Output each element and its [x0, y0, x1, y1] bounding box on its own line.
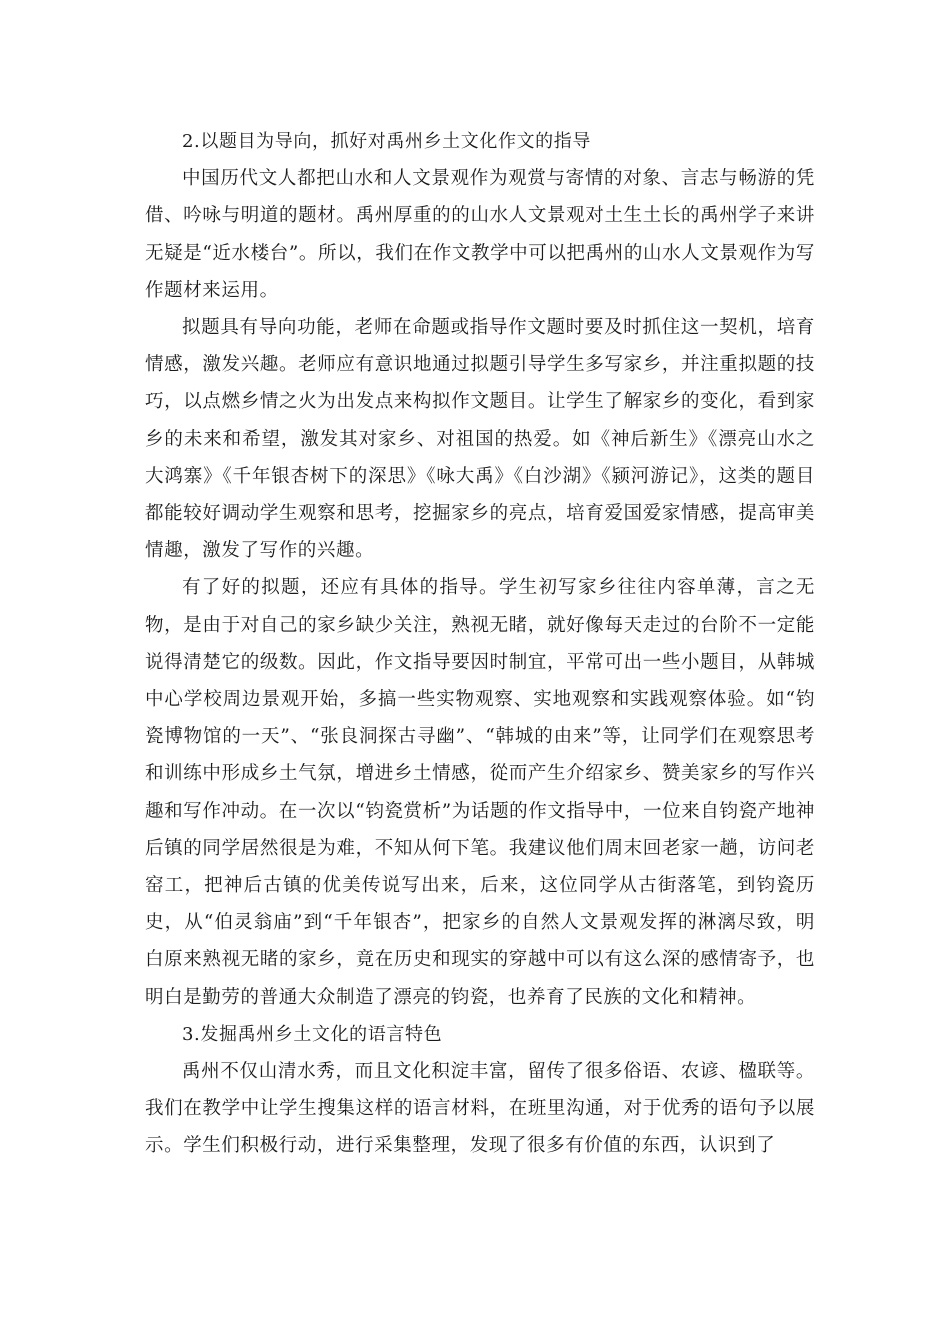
document-body — [145, 123, 815, 1165]
section-heading-2: 2.以题目为导向，抓好对禹州乡土文化作文的指导 — [182, 131, 591, 152]
paragraph-landscape-tradition: 中国历代文人都把山水和人文景观作为观赏与寄情的对象、言志与畅游的凭借、吟咏与明道的题材。禹州厚重的的山水人文景观对土生土长的禹州学子来讲无疑是“近水楼台”。所以，我们在作文教学中可以把禹州的山水人文景观作为写作题材来运用。 — [145, 168, 815, 301]
paragraph-language-features: 禹州不仅山清水秀，而且文化积淀丰富，留传了很多俗语、农谚、楹联等。我们在教学中让学生搜集这样的语言材料，在班里沟通，对于优秀的语句予以展示。学生们积极行动，进行采集整理，发现了很多有价值的东西，认识到了 — [145, 1061, 815, 1157]
paragraph-title-guidance: 拟题具有导向功能，老师在命题或指导作文题时要及时抓住这一契机，培育情感，激发兴趣。老师应有意识地通过拟题引导学生多写家乡，并注重拟题的技巧，以点燃乡情之火为出发点来构拟作文题目。让学生了解家乡的变化，看到家乡的未来和希望，激发其对家乡、对祖国的热爱。如《神后新生》《漂亮山水之大鸿寨》《千年银杏树下的深思》《咏大禹》《白沙湖》《颍河游记》，这类的题目都能较好调动学生观察和思考，挖掘家乡的亮点，培育爱国爱家情感，提高审美情趣，激发了写作的兴趣。 — [145, 317, 815, 562]
section-heading-3: 3.发掘禹州乡土文化的语言特色 — [182, 1023, 443, 1045]
paragraph-specific-guidance: 有了好的拟题，还应有具体的指导。学生初写家乡往往内容单薄，言之无物，是由于对自己的家乡缺少关注，熟视无睹，就好像每天走过的台阶不一定能说得清楚它的级数。因此，作文指导要因时制宜，平常可出一些小题目，从韩城中心学校周边景观开始，多搞一些实物观察、实地观察和实践观察体验。如“钧瓷博物馆的一天”、“张良洞探古寻幽”、“韩城的由来”等，让同学们在观察思考和训练中形成乡土气氛，增进乡土情感，從而产生介绍家乡、赞美家乡的写作兴趣和写作冲动。在一次以“钧瓷赏析”为话题的作文指导中，一位来自钧瓷产地神后镇的同学居然很是为难，不知从何下笔。我建议他们周末回老家一趟，访问老窑工，把神后古镇的优美传说写出来，后来，这位同学从古街落笔，到钧瓷历史，从“伯灵翁庙”到“千年银杏”，把家乡的自然人文景观发挥的淋漓尽致，明白原来熟视无睹的家乡，竟在历史和现实的穿越中可以有这么深的感情寄予，也明白是勤劳的普通大众制造了漂亮的钧瓷，也养育了民族的文化和精神。 — [145, 577, 815, 1008]
